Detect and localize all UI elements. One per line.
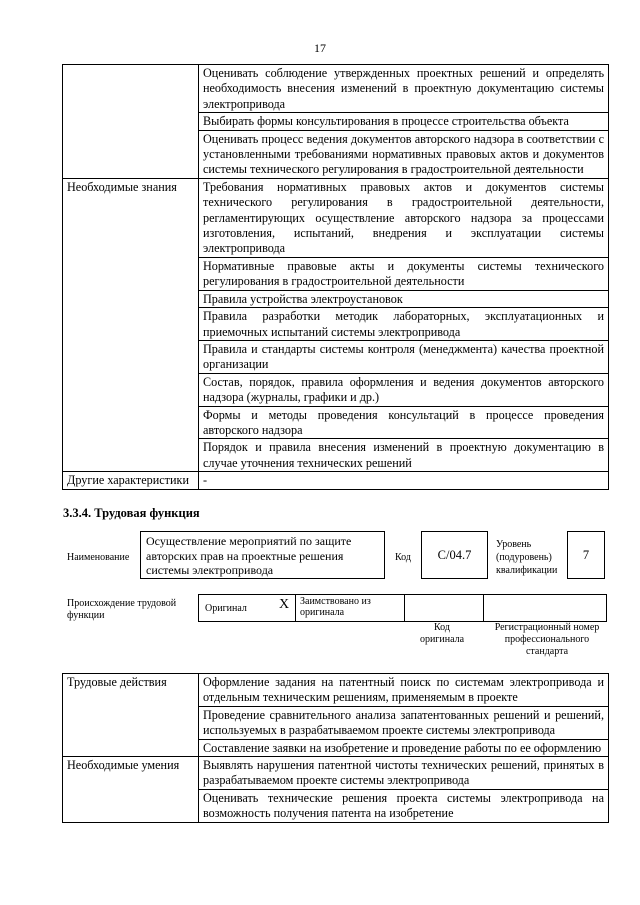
table-cell: Оформление задания на патентный поиск по системам электропривода и отдельным техническим решениям, применяемым в проекте: [199, 674, 609, 707]
table-row: [63, 65, 609, 113]
reg-number-box: [483, 594, 607, 622]
function-name-box: Осуществление мероприятий по защите авторских прав на проектные решения системы электропривода: [140, 531, 385, 579]
original-code-box: [404, 594, 484, 622]
table-cell: Оценивать технические решения проекта системы электропривода на возможность получения патента на изобретение: [199, 789, 609, 822]
table-row: [63, 674, 609, 707]
table-cell: Выявлять нарушения патентной чистоты технических решений, принятых в разрабатываемом проекте системы электропривода: [199, 757, 609, 790]
borrowed-label: Заимствовано из оригинала: [300, 596, 371, 618]
table-cell: Оценивать соблюдение утвержденных проектных решений и определять необходимость внесения изменений в проектную документацию системы электропривода: [199, 65, 609, 113]
code-value-box: C/04.7: [421, 531, 488, 579]
table-cell: Правила разработки методик лабораторных, эксплуатационных и приемочных испытаний системы электропривода: [199, 308, 609, 341]
other-characteristics-value: -: [199, 472, 609, 489]
table-row: [63, 178, 609, 257]
section-heading: 3.3.4. Трудовая функция: [63, 506, 200, 520]
table-cell: Правила и стандарты системы контроля (менеджмента) качества проектной организации: [199, 340, 609, 373]
table-cell: Порядок и правила внесения изменений в проектную документацию в случае уточнения технических решений: [199, 439, 609, 472]
table-cell: Проведение сравнительного анализа запатентованных решений и решений, используемых в разрабатываемом проекте системы электропривода: [199, 706, 609, 739]
table-cell: Требования нормативных правовых актов и документов системы технического регулирования в градостроительной деятельности, регламентирующих осуществление авторского надзора за процессами изготовления, испытаний, внедрения и эксплуатации системы электропривода: [199, 178, 609, 257]
table-cell: Формы и методы проведения консультаций в процессе проведения авторского надзора: [199, 406, 609, 439]
other-characteristics-label: Другие характеристики: [63, 472, 199, 489]
table-row: [63, 472, 609, 489]
origin-label: Происхождение трудовой функции: [67, 598, 177, 621]
table-cell: Оценивать процесс ведения документов авторского надзора в соответствии с установленными требованиями нормативных правовых актов и документов системы технического регулирования в градостроительной деятельности: [199, 130, 609, 178]
name-label: Наименование: [67, 552, 130, 563]
original-mark: X: [279, 597, 290, 612]
level-value-box: 7: [567, 531, 605, 579]
borrowed-box: [295, 594, 405, 622]
table-row: [63, 757, 609, 790]
actions-table: [62, 673, 609, 823]
continuation-label-cell: [63, 65, 199, 179]
original-code-caption: Код оригинала: [419, 622, 465, 645]
level-label: Уровень (подуровень) квалификации: [496, 539, 558, 576]
page-number: 17: [314, 41, 326, 55]
table-cell: Нормативные правовые акты и документы системы технического регулирования в градостроительной деятельности: [199, 257, 609, 290]
reg-number-caption: Регистрационный номер профессионального стандарта: [494, 622, 600, 657]
table-cell: Составление заявки на изобретение и проведение работы по ее оформлению: [199, 739, 609, 756]
original-label: Оригинал: [205, 603, 247, 614]
knowledge-label: Необходимые знания: [63, 178, 199, 471]
actions-label: Трудовые действия: [63, 674, 199, 757]
table-cell: Правила устройства электроустановок: [199, 290, 609, 307]
table-cell: Состав, порядок, правила оформления и ведения документов авторского надзора (журналы, графики и др.): [199, 373, 609, 406]
table-cell: Выбирать формы консультирования в процессе строительства объекта: [199, 113, 609, 130]
code-label: Код: [395, 552, 411, 563]
knowledge-table: [62, 64, 609, 490]
original-box: [198, 594, 296, 622]
skills-label: Необходимые умения: [63, 757, 199, 823]
